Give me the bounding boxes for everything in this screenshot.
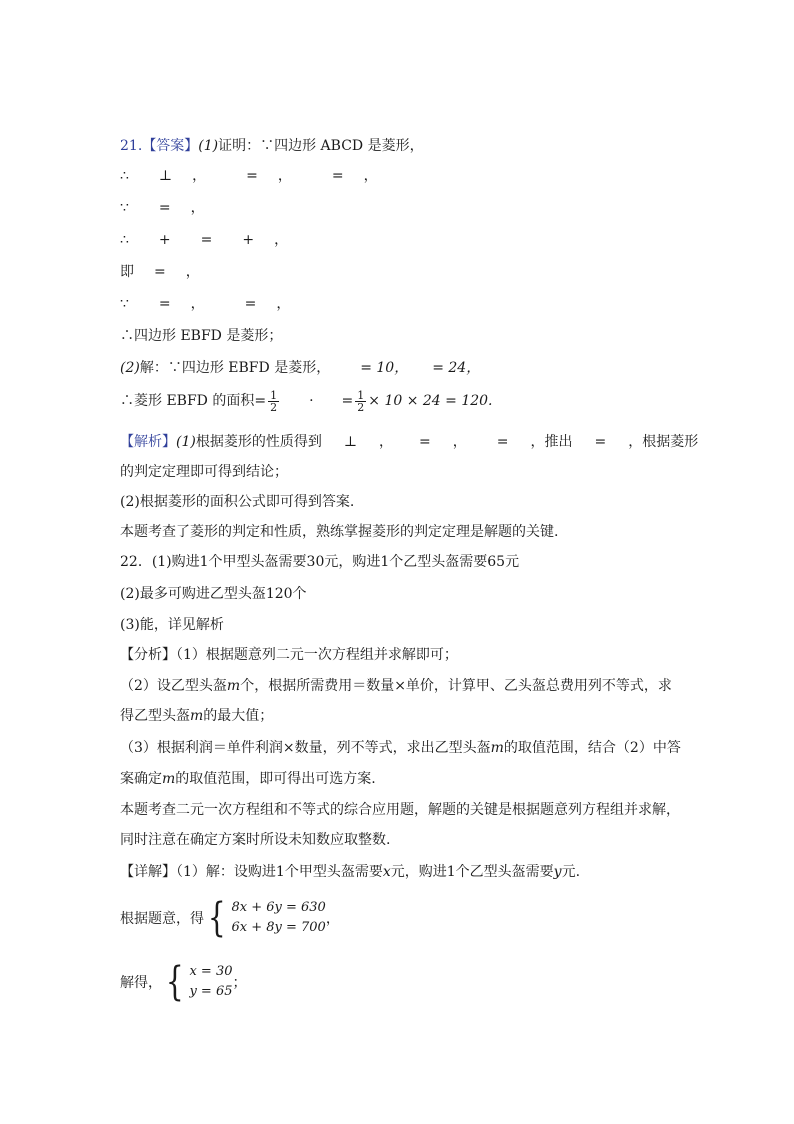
solution-system <box>120 959 247 1005</box>
conclusion-text: ∴四边形 EBFD 是菱形； <box>120 328 283 344</box>
fenxi-line-3 <box>120 706 273 726</box>
comma: ， <box>190 296 205 312</box>
comma: ， <box>452 434 467 450</box>
fenxi-line-2 <box>120 676 672 696</box>
equation-1: 8x + 6y = 630 <box>231 900 326 915</box>
because-symbol: ∵ <box>120 200 129 216</box>
area-prefix: ∴菱形 EBFD 的面积= <box>120 393 267 409</box>
diag-eq-2: = 24， <box>432 360 481 376</box>
eq-symbol: = <box>154 264 166 280</box>
var-m: m <box>162 771 176 787</box>
plus-symbol: + <box>158 232 171 248</box>
eq-symbol: = <box>341 393 354 409</box>
therefore-symbol: ∴ <box>120 232 129 248</box>
conclusion-line <box>120 326 282 346</box>
fenxi-text: 个，根据所需费用＝数量×单价，计算甲、乙头盔总费用列不等式，求 <box>240 678 672 694</box>
answer-tag: 【答案】 <box>142 138 199 154</box>
solution-stack <box>189 962 232 1002</box>
fenxi-text: 的取值范围，即可得出可选方案. <box>175 771 376 787</box>
eq-symbol: = <box>246 168 258 184</box>
fenxi-text: （3）根据利润＝单件利润×数量，列不等式，求出乙型头盔 <box>120 740 491 756</box>
comma: ， <box>379 434 394 450</box>
step-line-4 <box>120 262 200 282</box>
summary-text: 本题考查了菱形的判定和性质，熟练掌握菱形的判定定理是解题的关键. <box>120 524 559 540</box>
left-brace-icon: { <box>165 959 184 1005</box>
q22-summary-2 <box>120 830 390 850</box>
var-m: m <box>226 678 241 694</box>
fenxi-text: 得乙型头盔 <box>120 708 190 724</box>
xiangjie-line <box>120 862 580 882</box>
equation-stack <box>231 898 325 938</box>
step-line-3 <box>120 230 288 250</box>
eq-symbol: = <box>244 296 257 312</box>
because-symbol: ∵ <box>120 296 129 312</box>
var-m: m <box>490 740 504 756</box>
solution-1: x = 30 <box>189 964 233 979</box>
answer-text: (3)能，详见解析 <box>120 617 224 633</box>
left-brace-icon: { <box>207 895 226 941</box>
eq-symbol: = <box>200 232 213 248</box>
step-line-1 <box>120 166 378 186</box>
analysis-line-3 <box>120 492 354 512</box>
xiangjie-text: 元，购进1个乙型头盔需要 <box>390 864 554 880</box>
half-fraction: $\frac{1}{2}$ <box>270 388 278 414</box>
solution-2: y = 65 <box>189 984 233 999</box>
ji-word: 即 <box>120 264 134 280</box>
fenxi-line-1 <box>120 645 458 665</box>
comma: ， <box>363 168 378 184</box>
q21-answer-line <box>120 136 424 156</box>
fenxi-line-4 <box>120 738 681 758</box>
part-label: (2) <box>120 360 140 376</box>
dot-symbol: · <box>309 393 314 409</box>
analysis-tag: 【解析】 <box>120 434 176 450</box>
comma: ， <box>190 200 205 216</box>
eq-symbol: = <box>158 200 171 216</box>
comma: ， <box>325 911 340 927</box>
genju-text: 根据题意，得 <box>120 911 204 927</box>
area-line <box>120 388 493 414</box>
fenxi-line-5 <box>120 769 376 789</box>
eq-symbol: = <box>594 434 607 450</box>
answer-text: 22．(1)购进1个甲型头盔需要30元，购进1个乙型头盔需要65元 <box>120 554 520 570</box>
analysis-text: ，推出 <box>530 434 573 450</box>
jiede-text: 解得， <box>120 975 162 991</box>
part-label: (1) <box>198 138 219 154</box>
eq-symbol: = <box>331 168 344 184</box>
q22-summary-1 <box>120 800 680 820</box>
eq-symbol: = <box>419 434 431 450</box>
fenxi-text: 的取值范围，结合（2）中答 <box>503 740 681 756</box>
fenxi-text: （1）根据题意列二元一次方程组并求解即可； <box>176 647 458 663</box>
perp-symbol: ⊥ <box>158 168 173 184</box>
comma: ， <box>277 168 292 184</box>
xiangjie-tag: 【详解】 <box>120 864 176 880</box>
summary-text: 同时注意在确定方案时所设未知数应取整数. <box>120 832 391 848</box>
part1-text: 证明：∵四边形 ABCD 是菱形， <box>218 138 424 154</box>
comma: ， <box>274 232 289 248</box>
fenxi-text: （2）设乙型头盔 <box>120 678 227 694</box>
equation-2: 6x + 8y = 700 <box>231 920 326 935</box>
analysis-line-1 <box>120 432 698 452</box>
therefore-symbol: ∴ <box>120 168 129 184</box>
analysis-text: 根据菱形的性质得到 <box>195 434 322 450</box>
q22-answer-2 <box>120 584 307 604</box>
var-m: m <box>190 708 204 724</box>
semicolon: ； <box>232 975 247 991</box>
part-label: (1) <box>176 434 196 450</box>
summary-line <box>120 522 558 542</box>
fenxi-text: 的最大值； <box>203 708 274 724</box>
q22-answer-3 <box>120 615 224 635</box>
xiangjie-text: 元. <box>561 864 581 880</box>
eq-symbol: = <box>496 434 509 450</box>
fenxi-tag: 【分析】 <box>120 647 176 663</box>
analysis-text: (2)根据菱形的面积公式即可得到答案. <box>120 494 355 510</box>
xiangjie-text: （1）解：设购进1个甲型头盔需要 <box>176 864 383 880</box>
q22-answer-1 <box>120 552 519 572</box>
equation-system <box>120 895 340 941</box>
part2-text: 解：∵四边形 EBFD 是菱形， <box>139 360 331 376</box>
var-y: y <box>553 864 562 880</box>
analysis-text: ，根据菱形 <box>628 434 699 450</box>
comma: ， <box>185 264 200 280</box>
half-fraction: $\frac{1}{2}$ <box>357 388 365 414</box>
eq-symbol: = <box>158 296 171 312</box>
q21-number: 21. <box>120 138 143 154</box>
fenxi-text: 案确定 <box>120 771 162 787</box>
comma: ， <box>276 296 291 312</box>
comma: ， <box>192 168 207 184</box>
analysis-text: 的判定定理即可得到结论； <box>120 464 288 480</box>
step-line-2 <box>120 198 205 218</box>
diag-eq-1: = 10， <box>360 360 409 376</box>
plus-symbol: + <box>242 232 255 248</box>
area-result: × 10 × 24 = 120. <box>368 393 493 409</box>
part2-line <box>120 358 480 378</box>
answer-text: (2)最多可购进乙型头盔120个 <box>120 586 307 602</box>
summary-text: 本题考查二元一次方程组和不等式的综合应用题，解题的关键是根据题意列方程组并求解， <box>120 802 680 818</box>
analysis-line-2 <box>120 462 288 482</box>
perp-symbol: ⊥ <box>343 434 358 450</box>
var-x: x <box>382 864 391 880</box>
step-line-5 <box>120 294 290 314</box>
